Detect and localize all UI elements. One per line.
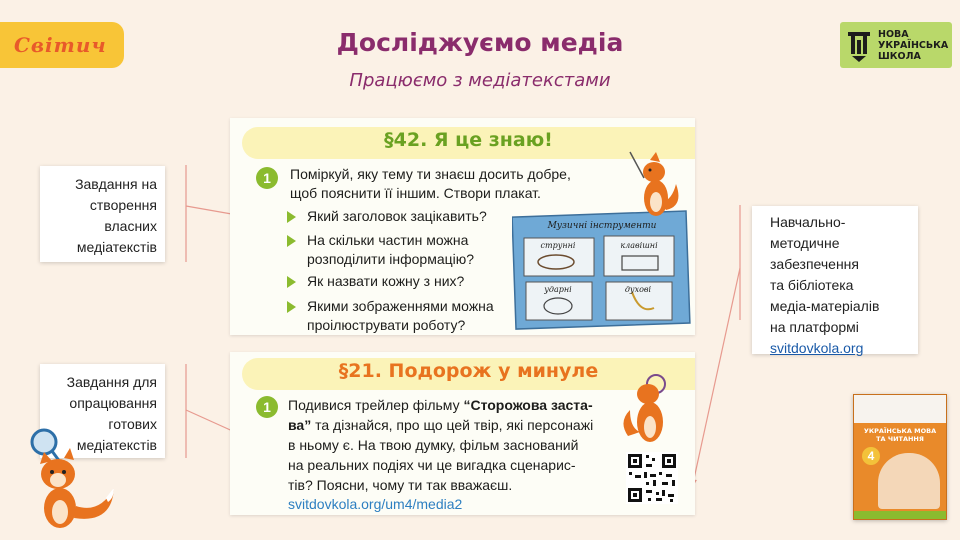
right-arrow bbox=[692, 268, 740, 488]
card-line: Завдання для bbox=[66, 374, 157, 390]
cover-bottom-stripe bbox=[854, 511, 946, 519]
page-title: Досліджуємо медіа bbox=[336, 28, 624, 57]
qr-code-icon bbox=[626, 452, 678, 504]
card-create-media bbox=[40, 166, 165, 262]
bullet-item: Якими зображеннями можна проілюструвати роботу? bbox=[307, 298, 494, 333]
page-subtitle: Працюємо з медіатекстами bbox=[349, 70, 611, 91]
film-title: “Сторожова заста- bbox=[463, 397, 593, 413]
bullet-arrow-icon bbox=[287, 276, 296, 288]
logo-left-text: Світич bbox=[14, 33, 107, 57]
panel2-task-text bbox=[288, 395, 608, 495]
textbook-cover bbox=[853, 394, 947, 520]
fox-magnifier-illustration bbox=[618, 372, 678, 452]
cover-title bbox=[858, 427, 942, 443]
panel1-number-badge: 1 bbox=[256, 167, 278, 189]
nus-line-3: ШКОЛА bbox=[878, 50, 921, 62]
fox-mascot-illustration bbox=[18, 418, 118, 533]
card-platform bbox=[752, 206, 918, 354]
card-line: Завдання на bbox=[75, 176, 157, 192]
cover-illustration bbox=[878, 453, 940, 509]
task-text: тів? Поясни, чому ти так вважаєш. bbox=[288, 477, 513, 493]
task-text: на реальних подіях чи це вигадка сценарис- bbox=[288, 457, 576, 473]
poster-title: Музичні інструменти bbox=[547, 221, 657, 231]
card-line: готових bbox=[108, 416, 157, 432]
card-line: власних bbox=[104, 218, 157, 234]
poster-label: ударні bbox=[544, 285, 572, 294]
panel2-heading: §21. Подорож у минуле bbox=[338, 360, 599, 382]
cover-title-line: ТА ЧИТАННЯ bbox=[876, 435, 924, 443]
bullet-item: На скільки частин можна розподілити інформацію? bbox=[307, 232, 475, 267]
fox-illustration bbox=[610, 150, 680, 230]
card-line: медіа-матеріалів bbox=[770, 298, 880, 314]
cover-top bbox=[854, 395, 946, 423]
card-line: та бібліотека bbox=[770, 277, 854, 293]
nus-line-1: НОВА bbox=[878, 28, 909, 40]
textbook-panel-1 bbox=[230, 118, 695, 335]
media-link[interactable]: svitdovkola.org/um4/media2 bbox=[288, 496, 463, 512]
card-line: створення bbox=[89, 197, 157, 213]
task-text: та дізнайся, про що цей твір, які персонажі bbox=[311, 417, 594, 433]
nus-line-2: УКРАЇНСЬКА bbox=[878, 39, 949, 51]
intro-line: Поміркуй, яку тему ти знаєш досить добре, bbox=[290, 166, 571, 182]
card-line: на платформі bbox=[770, 319, 859, 335]
card-line: забезпечення bbox=[770, 256, 859, 272]
bullet-item: Як назвати кожну з них? bbox=[307, 273, 465, 289]
bullet-arrow-icon bbox=[287, 301, 296, 313]
intro-line: щоб пояснити її іншим. Створи плакат. bbox=[290, 185, 541, 201]
task-text: в ньому є. На твою думку, фільм заснований bbox=[288, 437, 579, 453]
platform-link[interactable]: svitdovkola.org bbox=[770, 340, 864, 356]
film-title: ва” bbox=[288, 417, 312, 433]
poster-label: духові bbox=[624, 285, 652, 294]
cover-grade: 4 bbox=[862, 447, 880, 465]
card-line: методичне bbox=[770, 235, 840, 251]
panel1-intro bbox=[290, 165, 630, 203]
card-line: опрацювання bbox=[69, 395, 157, 411]
textbook-panel-2 bbox=[230, 352, 695, 515]
task-text: Подивися трейлер фільму bbox=[288, 397, 464, 413]
bullet-arrow-icon bbox=[287, 235, 296, 247]
card-line: медіатекстів bbox=[76, 437, 157, 453]
card-line: медіатекстів bbox=[76, 239, 157, 255]
panel1-heading: §42. Я це знаю! bbox=[384, 129, 553, 151]
card-line: Навчально- bbox=[770, 214, 846, 230]
cover-title-line: УКРАЇНСЬКА МОВА bbox=[863, 427, 937, 435]
bullet-item: Який заголовок зацікавить? bbox=[307, 208, 487, 224]
poster-label: клавішні bbox=[620, 241, 658, 250]
bullet-arrow-icon bbox=[287, 211, 296, 223]
poster-label: струнні bbox=[540, 241, 576, 250]
panel2-number-badge: 1 bbox=[256, 396, 278, 418]
